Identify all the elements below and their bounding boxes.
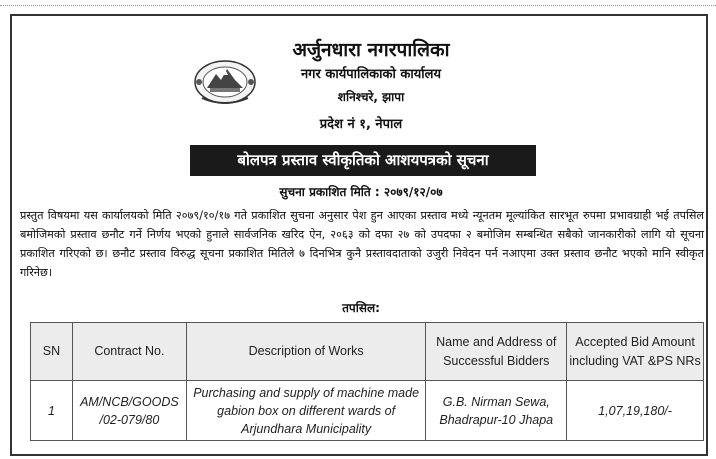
cell-description: Purchasing and supply of machine made gabion box on different wards of Arjundhara Municipality	[186, 381, 426, 441]
header-contract-no: Contract No.	[72, 323, 186, 381]
header-description: Description of Works	[186, 323, 426, 381]
details-heading: तपसिल:	[342, 301, 380, 315]
table-row	[31, 381, 704, 441]
notice-body: प्रस्तुत विषयमा यस कार्यालयको मिति २०७९/१०/१७ गते प्रकाशित सुचना अनुसार पेश हुन आएका प्रस्ताव मध्ये न्यूनतम मूल्यांकित सारभूत रुपमा प्रभावग्राही भई तपसिल बमोजिमको प्रस्ताव छनौट गर्ने निर्णय भएको हुनाले सार्वजनिक खरिद ऐन, २०६३ को दफा २७ को उपदफा २ बमोजिम सम्बन्धित सबैको जानकारीको लागि यो सूचना प्रकाशित गरिएको छ। छनौट प्रस्ताव विरुद्ध सूचना प्रकाशित मितिले ७ दिनभित्र कुनै प्रस्तावदाताको उजुरी निवेदन पर्न नआएमा उक्त प्रस्ताव छनौट भएको मानि स्वीकृत गरिनेछ।	[20, 209, 704, 279]
cell-bidder: G.B. Nirman Sewa, Bhadrapur-10 Jhapa	[426, 381, 567, 441]
province-line: प्रदेश नं १, नेपाल	[319, 117, 403, 132]
top-edge-strip	[0, 0, 716, 6]
header-amount: Accepted Bid Amount including VAT &PS NRs	[567, 323, 704, 381]
header-bidder: Name and Address of Successful Bidders	[426, 323, 567, 381]
cell-contract-no: AM/NCB/GOODS /02-079/80	[72, 381, 186, 441]
table-header-row	[31, 323, 704, 381]
cell-amount: 1,07,19,180/-	[567, 381, 704, 441]
office-name: नगर कार्यपालिकाको कार्यालय	[300, 67, 442, 82]
office-location: शनिश्चरे, झापा	[337, 90, 405, 104]
notice-title: बोलपत्र प्रस्ताव स्वीकृतिको आशयपत्रको सूचना	[190, 145, 536, 176]
municipality-name: अर्जुनधारा नगरपालिका	[292, 39, 450, 61]
cell-sn: 1	[31, 381, 73, 441]
bid-table	[30, 322, 704, 441]
published-date: सुचना प्रकाशित मिति : २०७९/१२/०७	[279, 185, 443, 199]
notice-frame	[10, 14, 708, 456]
header-sn: SN	[31, 323, 73, 381]
